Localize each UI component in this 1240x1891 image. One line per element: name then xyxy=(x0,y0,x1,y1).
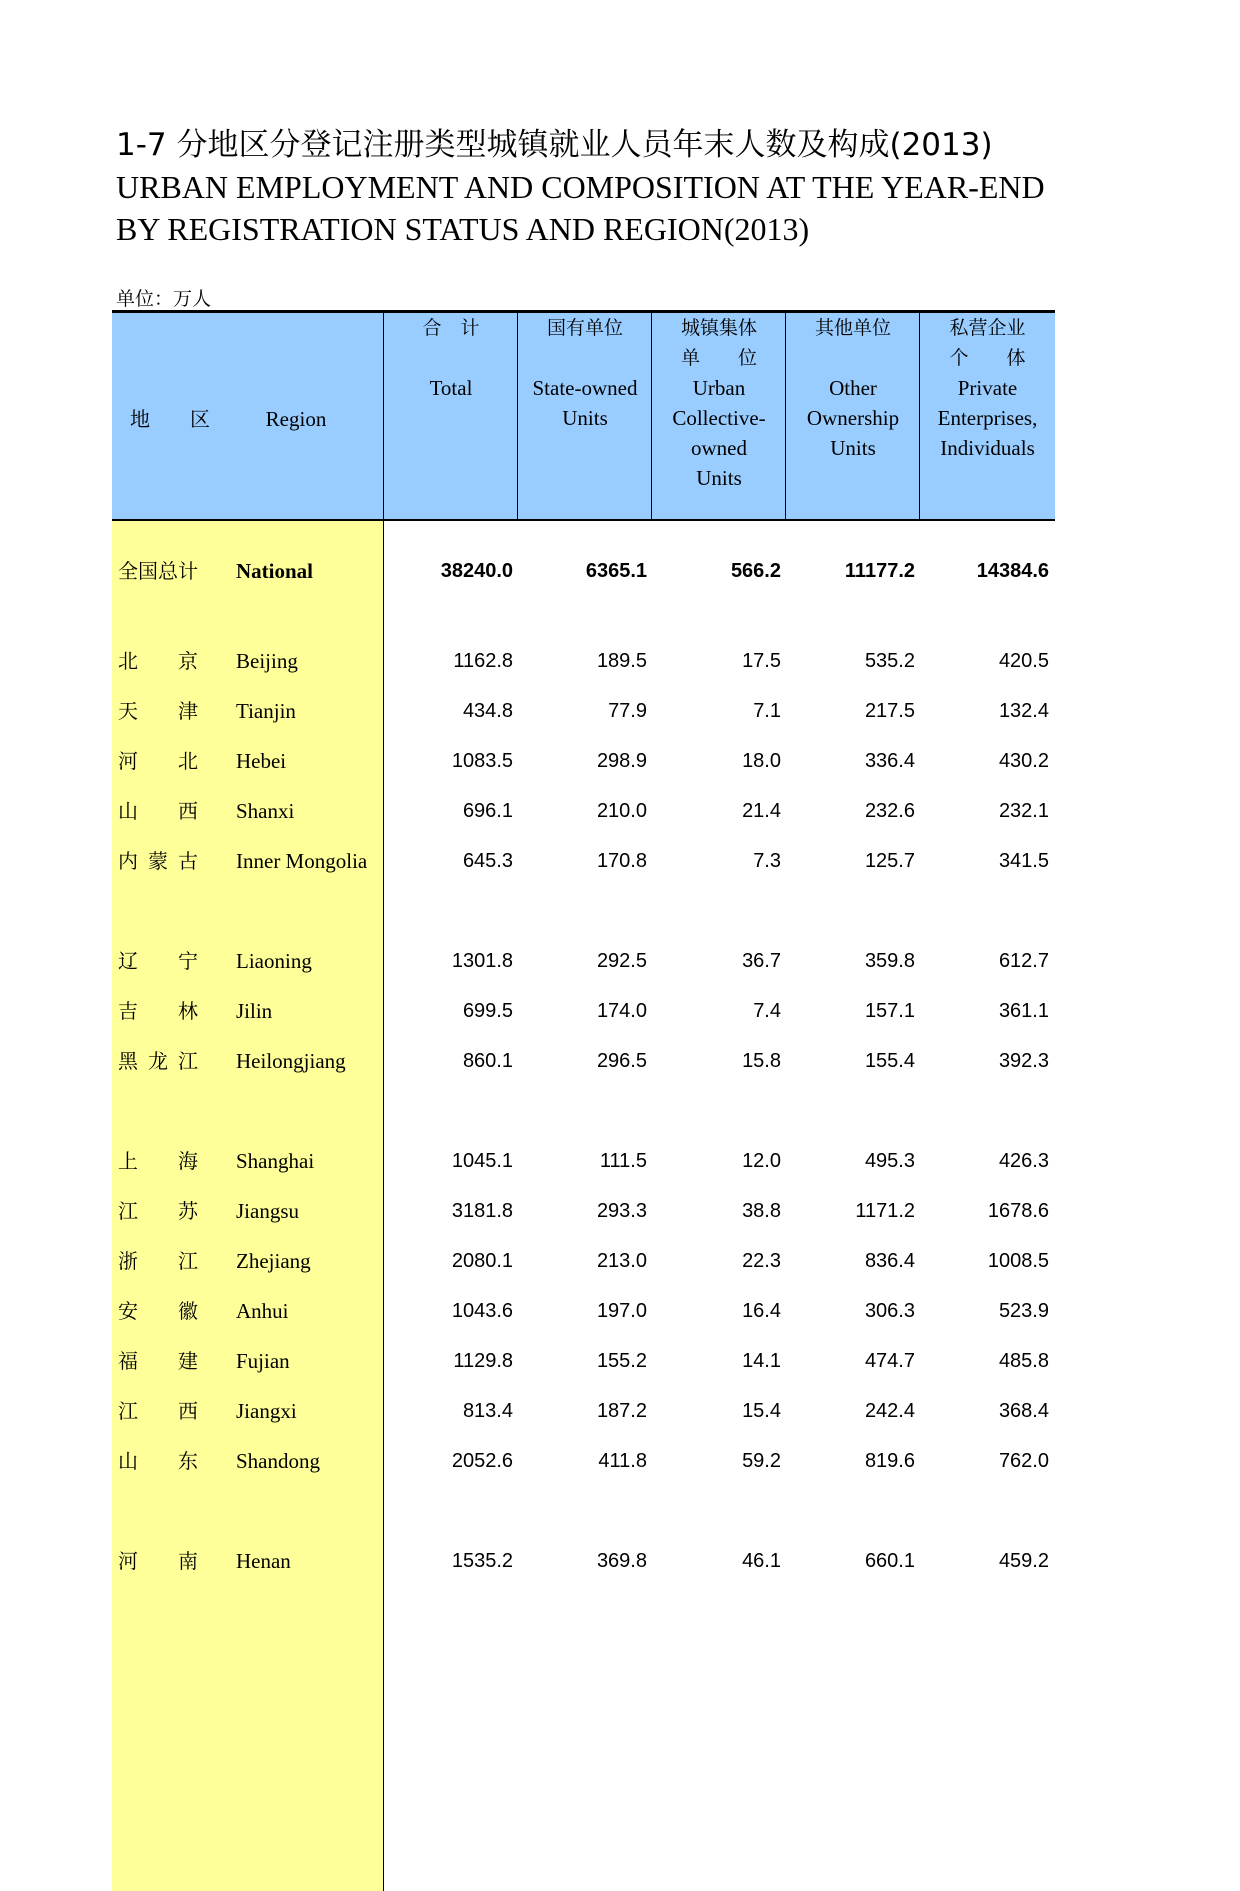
cell-total: 1162.8 xyxy=(453,650,513,672)
cell-private: 762.0 xyxy=(998,1450,1049,1472)
cell-private: 1008.5 xyxy=(987,1250,1049,1272)
region-name-en: Henan xyxy=(236,1549,291,1573)
cell-collective: 18.0 xyxy=(742,750,781,772)
cell-collective: 12.0 xyxy=(742,1150,781,1172)
cell-total: 699.5 xyxy=(462,1000,513,1022)
region-name-en: Hebei xyxy=(236,749,287,773)
cell-other: 242.4 xyxy=(864,1400,915,1422)
cell-collective: 21.4 xyxy=(742,800,781,822)
table-row xyxy=(112,641,1055,681)
cell-state: 197.0 xyxy=(596,1300,647,1322)
table-row xyxy=(112,1041,1055,1081)
cell-other: 157.1 xyxy=(864,1000,915,1022)
table-row xyxy=(112,691,1055,731)
table-title-en-line1: URBAN EMPLOYMENT AND COMPOSITION AT THE YEAR-END xyxy=(116,169,1045,205)
cell-state: 6365.1 xyxy=(585,560,647,582)
cell-state: 210.0 xyxy=(596,800,647,822)
header-col-other-ownership: 其他单位 Other Ownership Units xyxy=(806,317,900,460)
region-name-cn: 山东 xyxy=(118,1449,198,1473)
header-region-cn: 地 区 xyxy=(130,407,210,431)
cell-private: 612.7 xyxy=(998,950,1049,972)
region-name-en: Heilongjiang xyxy=(236,1049,346,1073)
region-name-en: Fujian xyxy=(236,1349,290,1373)
table-row xyxy=(112,1191,1055,1231)
region-name-en: Jiangxi xyxy=(236,1399,297,1423)
cell-total: 1301.8 xyxy=(451,950,513,972)
cell-state: 111.5 xyxy=(599,1150,647,1172)
header-col-total: 合 计 Total xyxy=(422,317,480,400)
region-name-cn: 河北 xyxy=(118,749,198,773)
cell-collective: 17.5 xyxy=(742,650,781,672)
region-name-cn: 上海 xyxy=(118,1149,198,1173)
cell-collective: 14.1 xyxy=(742,1350,781,1372)
header-region-en: Region xyxy=(265,407,327,431)
cell-total: 1129.8 xyxy=(453,1350,513,1372)
cell-total: 1535.2 xyxy=(451,1550,513,1572)
table-row xyxy=(112,1291,1055,1331)
cell-other: 474.7 xyxy=(864,1350,915,1372)
cell-collective: 15.8 xyxy=(742,1050,781,1072)
region-name-en: Shanxi xyxy=(236,799,295,823)
cell-private: 420.5 xyxy=(998,650,1049,672)
title-block xyxy=(116,124,1056,250)
cell-state: 187.2 xyxy=(596,1400,647,1422)
region-name-en: Zhejiang xyxy=(236,1249,311,1273)
table-row xyxy=(112,1541,1055,1581)
region-name-en: Shandong xyxy=(236,1449,320,1473)
region-name-cn: 江苏 xyxy=(118,1199,198,1223)
cell-state: 170.8 xyxy=(596,850,647,872)
cell-other: 819.6 xyxy=(864,1450,915,1472)
cell-private: 341.5 xyxy=(998,850,1049,872)
cell-private: 368.4 xyxy=(998,1400,1049,1422)
region-name-cn: 北京 xyxy=(118,649,198,673)
table-row xyxy=(112,741,1055,781)
cell-state: 369.8 xyxy=(596,1550,647,1572)
header-divider xyxy=(651,313,652,520)
cell-state: 174.0 xyxy=(596,1000,647,1022)
table-row xyxy=(112,1241,1055,1281)
region-name-cn: 吉林 xyxy=(118,999,198,1023)
cell-collective: 7.4 xyxy=(753,1000,781,1022)
cell-collective: 22.3 xyxy=(742,1250,781,1272)
cell-other: 660.1 xyxy=(864,1550,915,1572)
cell-state: 213.0 xyxy=(596,1250,647,1272)
region-name-cn: 全国总计 xyxy=(118,559,198,583)
cell-private: 392.3 xyxy=(998,1050,1049,1072)
table-row xyxy=(112,991,1055,1031)
cell-collective: 16.4 xyxy=(742,1300,781,1322)
cell-collective: 7.1 xyxy=(753,700,781,722)
cell-state: 155.2 xyxy=(596,1350,647,1372)
region-name-en: Inner Mongolia xyxy=(236,849,368,873)
table-title-en-line2: BY REGISTRATION STATUS AND REGION(2013) xyxy=(116,211,810,247)
cell-collective: 38.8 xyxy=(742,1200,781,1222)
cell-collective: 15.4 xyxy=(742,1400,781,1422)
table-row xyxy=(112,1141,1055,1181)
cell-private: 132.4 xyxy=(998,700,1049,722)
region-name-en: Jilin xyxy=(236,999,273,1023)
cell-total: 3181.8 xyxy=(451,1200,513,1222)
table-header xyxy=(112,313,1055,520)
region-name-en: Beijing xyxy=(236,649,298,673)
cell-other: 11177.2 xyxy=(844,560,915,582)
region-name-en: National xyxy=(236,559,314,583)
cell-collective: 46.1 xyxy=(742,1550,781,1572)
cell-other: 306.3 xyxy=(864,1300,915,1322)
cell-collective: 59.2 xyxy=(742,1450,781,1472)
cell-state: 411.8 xyxy=(598,1450,647,1472)
cell-total: 434.8 xyxy=(462,700,513,722)
table-row xyxy=(112,791,1055,831)
header-divider xyxy=(383,313,384,520)
region-name-en: Liaoning xyxy=(236,949,312,973)
cell-state: 292.5 xyxy=(596,950,647,972)
region-name-en: Shanghai xyxy=(236,1149,315,1173)
cell-other: 1171.2 xyxy=(855,1200,915,1222)
cell-total: 645.3 xyxy=(462,850,513,872)
cell-total: 38240.0 xyxy=(440,560,513,582)
cell-total: 696.1 xyxy=(462,800,513,822)
header-divider xyxy=(919,313,920,520)
table-row-national xyxy=(112,551,1055,591)
cell-state: 189.5 xyxy=(596,650,647,672)
cell-total: 1083.5 xyxy=(451,750,513,772)
cell-other: 535.2 xyxy=(864,650,915,672)
cell-total: 2052.6 xyxy=(451,1450,513,1472)
region-name-cn: 江西 xyxy=(118,1399,198,1423)
header-col-state-owned: 国有单位 State-owned Units xyxy=(532,317,638,430)
table-title-cn: 1-7 分地区分登记注册类型城镇就业人员年末人数及构成(2013) xyxy=(116,127,993,163)
unit-label: 单位：万人 xyxy=(116,288,212,310)
cell-total: 860.1 xyxy=(462,1050,513,1072)
region-name-cn: 浙江 xyxy=(118,1249,198,1273)
region-name-en: Jiangsu xyxy=(236,1199,299,1223)
cell-other: 336.4 xyxy=(864,750,915,772)
table-row xyxy=(112,1391,1055,1431)
region-name-en: Anhui xyxy=(236,1299,289,1323)
cell-private: 430.2 xyxy=(998,750,1049,772)
table-row xyxy=(112,1441,1055,1481)
header-divider xyxy=(785,313,786,520)
region-name-cn: 辽宁 xyxy=(118,949,198,973)
cell-total: 1043.6 xyxy=(451,1300,513,1322)
cell-collective: 7.3 xyxy=(753,850,781,872)
cell-other: 495.3 xyxy=(864,1150,915,1172)
region-name-cn: 福建 xyxy=(118,1349,198,1373)
cell-state: 77.9 xyxy=(608,700,647,722)
table-row xyxy=(112,841,1055,881)
cell-private: 426.3 xyxy=(998,1150,1049,1172)
region-name-cn: 内蒙古 xyxy=(118,849,198,873)
table-row xyxy=(112,941,1055,981)
cell-private: 361.1 xyxy=(998,1000,1049,1022)
cell-total: 1045.1 xyxy=(451,1150,513,1172)
region-name-cn: 安徽 xyxy=(118,1299,198,1323)
cell-total: 2080.1 xyxy=(451,1250,513,1272)
region-name-cn: 河南 xyxy=(118,1549,198,1573)
header-col-private: 私营企业 个 体 Private Enterprises, Individuals xyxy=(937,317,1038,460)
cell-state: 296.5 xyxy=(596,1050,647,1072)
cell-collective: 36.7 xyxy=(742,950,781,972)
cell-private: 14384.6 xyxy=(976,560,1049,582)
cell-state: 293.3 xyxy=(596,1200,647,1222)
cell-other: 232.6 xyxy=(864,800,915,822)
region-name-cn: 天津 xyxy=(118,699,198,723)
cell-total: 813.4 xyxy=(462,1400,513,1422)
header-col-collective: 城镇集体 单 位 Urban Collective- owned Units xyxy=(672,317,766,490)
cell-state: 298.9 xyxy=(596,750,647,772)
header-divider xyxy=(517,313,518,520)
region-name-en: Tianjin xyxy=(236,699,296,723)
table-row xyxy=(112,1341,1055,1381)
cell-other: 125.7 xyxy=(864,850,915,872)
cell-private: 1678.6 xyxy=(987,1200,1049,1222)
region-name-cn: 黑龙江 xyxy=(118,1049,198,1073)
cell-private: 232.1 xyxy=(998,800,1049,822)
cell-other: 217.5 xyxy=(864,700,915,722)
cell-other: 359.8 xyxy=(864,950,915,972)
cell-other: 155.4 xyxy=(864,1050,915,1072)
cell-private: 459.2 xyxy=(998,1550,1049,1572)
cell-collective: 566.2 xyxy=(730,560,781,582)
cell-private: 485.8 xyxy=(998,1350,1049,1372)
cell-other: 836.4 xyxy=(864,1250,915,1272)
region-name-cn: 山西 xyxy=(118,799,198,823)
cell-private: 523.9 xyxy=(998,1300,1049,1322)
